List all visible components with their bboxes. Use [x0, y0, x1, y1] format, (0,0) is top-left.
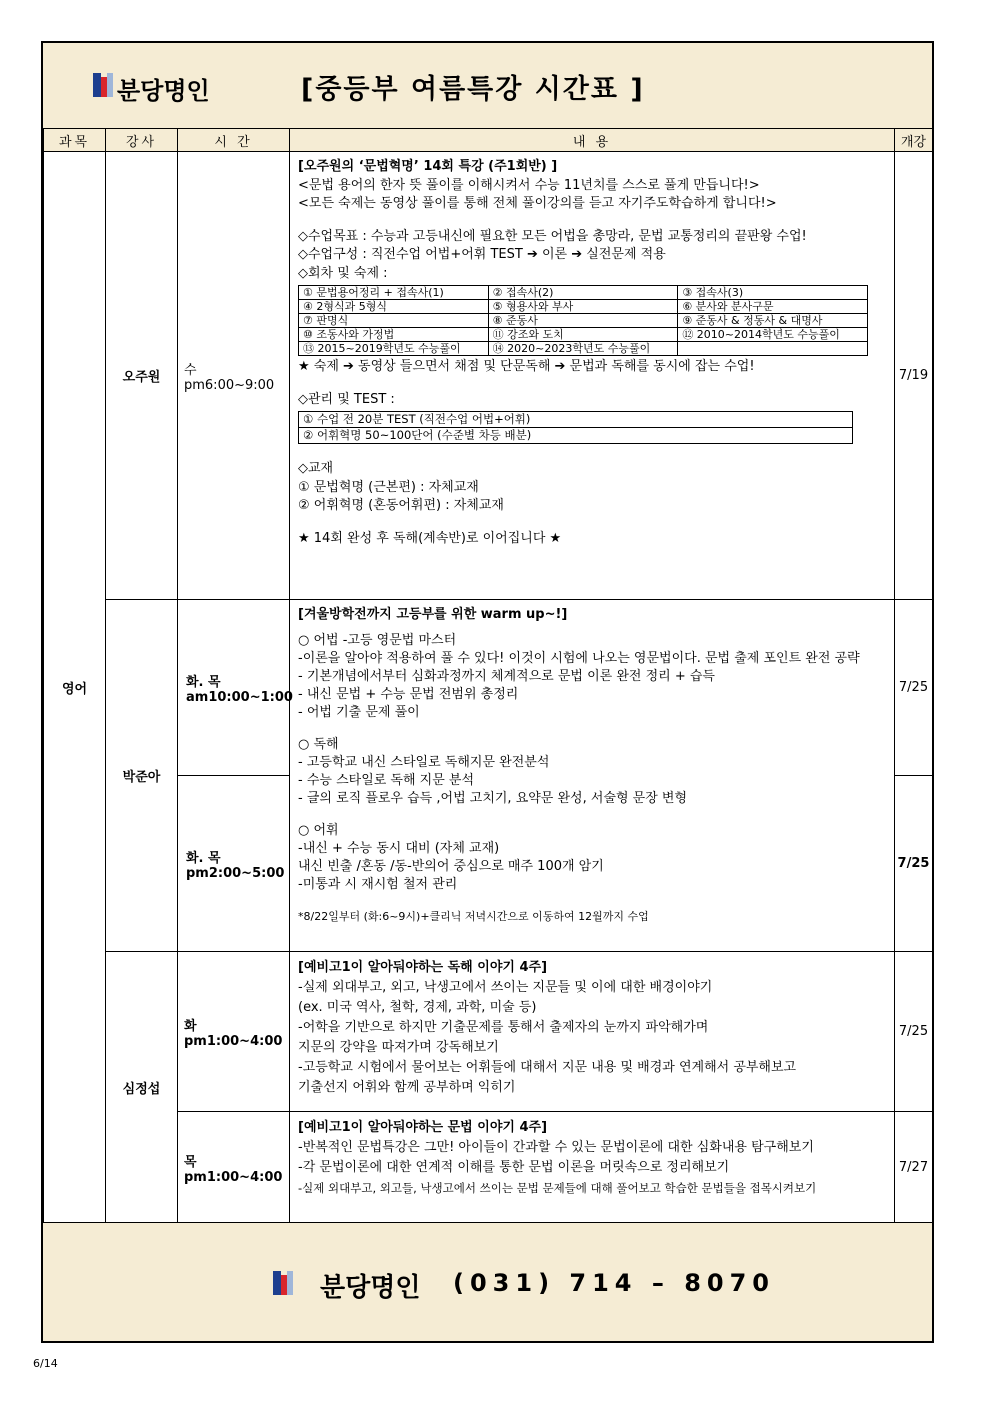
schedule-table: [43, 128, 933, 1224]
session-cell: ② 접속사(2): [488, 286, 678, 300]
open-date-cell: 7/25: [895, 776, 933, 952]
textbook-item: ② 어휘혁명 (혼동어휘편) : 자체교재: [298, 498, 504, 513]
content-line: -실제 외대부고, 외고, 낙생고에서 쓰이는 지문들 및 이에 대한 배경이야기: [298, 980, 713, 995]
content-cell: [290, 600, 895, 952]
composition-line: ◇수업구성 : 직전수업 어법+어휘 TEST ➔ 이론 ➔ 실전문제 적용: [298, 247, 666, 262]
content-line: 지문의 강약을 따져가며 강독해보기: [298, 1040, 499, 1055]
goal-line: ◇수업목표 : 수능과 고등내신에 필요한 모든 어법을 총망라, 문법 교통정리의 끝판왕 수업!: [298, 228, 807, 244]
management-label: ◇관리 및 TEST :: [298, 391, 395, 407]
management-item: ② 어휘혁명 50~100단어 (수준별 차등 배분): [299, 428, 853, 444]
content-line: -실제 외대부고, 외고들, 낙생고에서 쓰이는 문법 문제들에 대해 풀어보고 학습한 문법들을 접목시켜보기: [298, 1181, 817, 1195]
open-date-cell: 7/25: [895, 600, 933, 776]
time-cell: 화 pm1:00~4:00: [178, 952, 290, 1112]
brand-logo-icon: [273, 1271, 293, 1295]
sessions-table: [298, 285, 868, 356]
content-line: - 내신 문법 + 수능 문법 전범위 총정리: [298, 687, 519, 702]
teacher-cell: 심정섭: [106, 952, 178, 1224]
content-line: -고등학교 시험에서 물어보는 어휘들에 대해서 지문 내용 및 배경과 연계해서 공부해보고: [298, 1060, 797, 1075]
content-line: ○ 어법 -고등 영문법 마스터: [298, 633, 457, 648]
header-banner: [43, 43, 932, 129]
session-cell: ① 문법용어정리 + 접속사(1): [299, 286, 489, 300]
open-date-cell: 7/19: [895, 152, 933, 600]
content-line: - 글의 로직 플로우 습득 ,어법 고치기, 요약문 완성, 서술형 문장 변형: [298, 791, 688, 806]
intro-line: <모든 숙제는 동영상 풀이를 통해 전체 풀이강의를 듣고 자기주도학습하게 합니다!>: [298, 196, 777, 211]
brand-name: 분당명인: [117, 77, 210, 105]
session-cell: ⑭ 2020~2023학년도 수능풀이: [488, 342, 678, 356]
content-line: - 고등학교 내신 스타일로 독해지문 완전분석: [298, 755, 550, 770]
session-cell: [678, 342, 868, 356]
star-note: ★ 숙제 ➔ 동영상 들으면서 채점 및 단문독해 ➔ 문법과 독해를 동시에 잡는 수업!: [298, 359, 755, 374]
session-cell: ⑧ 준동사: [488, 314, 678, 328]
open-date-cell: 7/25: [895, 952, 933, 1112]
time-day: 화. 목: [186, 850, 221, 866]
content-line: - 어법 기출 문제 풀이: [298, 705, 420, 720]
content-line: (ex. 미국 역사, 철학, 경제, 과학, 미술 등): [298, 1000, 537, 1015]
table-row: [44, 600, 933, 776]
time-range: pm2:00~5:00: [186, 865, 285, 881]
col-header-time: 시 간: [178, 129, 290, 152]
course-heading: [예비고1이 알아둬야하는 독해 이야기 4주]: [298, 960, 548, 975]
teacher-cell: 박준아: [106, 600, 178, 952]
course-heading: [예비고1이 알아둬야하는 문법 이야기 4주]: [298, 1120, 548, 1135]
session-cell: ⑨ 준동사 & 정동사 & 대명사: [678, 314, 868, 328]
textbook-item: ① 문법혁명 (근본편) : 자체교재: [298, 479, 479, 495]
content-line: -미통과 시 재시험 철저 관리: [298, 877, 458, 892]
management-table: [298, 411, 853, 444]
footer-banner: [43, 1222, 932, 1341]
management-item: ① 수업 전 20분 TEST (직전수업 어법+어휘): [299, 412, 853, 428]
subject-cell: 영어: [44, 152, 106, 1224]
content-line: -반복적인 문법특강은 그만! 아이들이 간과할 수 있는 문법이론에 대한 심화내용 탐구해보기: [298, 1140, 814, 1155]
content-line: -각 문법이론에 대한 연계적 이해를 통한 문법 이론을 머릿속으로 정리해보기: [298, 1160, 730, 1175]
schedule-note: *8/22일부터 (화:6~9시)+클리닉 저녁시간으로 이동하여 12월까지 수업: [298, 910, 649, 923]
timetable-sheet: [41, 41, 934, 1343]
content-line: 기출선지 어휘와 함께 공부하며 익히기: [298, 1080, 516, 1095]
table-row: [44, 152, 933, 600]
content-cell: [290, 1112, 895, 1224]
content-line: -어학을 기반으로 하지만 기출문제를 통해서 출제자의 눈까지 파악해가며: [298, 1020, 709, 1035]
content-line: -이론을 알아야 적용하여 풀 수 있다! 이것이 시험에 나오는 영문법이다. 문법 출제 포인트 완전 공략: [298, 651, 860, 666]
content-cell: [290, 952, 895, 1112]
table-row: [44, 952, 933, 1112]
session-cell: ⑩ 조동사와 가정법: [299, 328, 489, 342]
brand-logo-icon: [93, 73, 113, 97]
closing-note: ★ 14회 완성 후 독해(계속반)로 이어집니다 ★: [298, 530, 562, 546]
open-date-cell: 7/27: [895, 1112, 933, 1224]
phone-number: (031) 714 – 8070: [453, 1269, 775, 1297]
col-header-open: 개강: [895, 129, 933, 152]
session-cell: ⑪ 강조와 도치: [488, 328, 678, 342]
content-line: ○ 독해: [298, 737, 339, 752]
time-cell: [178, 600, 293, 776]
footer-brand-name: 분당명인: [320, 1273, 421, 1303]
time-range: am10:00~1:00: [186, 689, 293, 705]
table-row: [44, 1112, 933, 1224]
time-cell: [178, 776, 290, 952]
session-cell: ③ 접속사(3): [678, 286, 868, 300]
col-header-subject: 과목: [44, 129, 106, 152]
time-cell: 목 pm1:00~4:00: [178, 1112, 290, 1224]
intro-line: <문법 용어의 한자 뜻 풀이를 이해시켜서 수능 11년치를 스스로 풀게 만듭니다!>: [298, 177, 760, 193]
col-header-content: 내 용: [290, 129, 895, 152]
content-line: ○ 어휘: [298, 823, 339, 838]
course-heading: [겨울방학전까지 고등부를 위한 warm up~!]: [298, 607, 568, 622]
session-cell: ⑦ 판명식: [299, 314, 489, 328]
time-cell: 수 pm6:00~9:00: [178, 152, 290, 600]
content-line: -내신 + 수능 동시 대비 (자체 교재): [298, 841, 500, 856]
session-cell: ⑫ 2010~2014학년도 수능풀이: [678, 328, 868, 342]
content-line: - 수능 스타일로 독해 지문 분석: [298, 773, 475, 788]
teacher-cell: 오주원: [106, 152, 178, 600]
session-cell: ⑬ 2015~2019학년도 수능풀이: [299, 342, 489, 356]
content-cell: [290, 152, 895, 600]
content-line: - 기본개념에서부터 심화과정까지 체계적으로 문법 이론 완전 정리 + 습득: [298, 669, 715, 684]
page-title: [중등부 여름특강 시간표 ]: [301, 74, 645, 105]
session-cell: ④ 2형식과 5형식: [299, 300, 489, 314]
session-cell: ⑥ 분사와 분사구문: [678, 300, 868, 314]
textbook-label: ◇교재: [298, 461, 334, 476]
sessions-label: ◇회차 및 숙제 :: [298, 265, 388, 281]
col-header-teacher: 강사: [106, 129, 178, 152]
course-heading: [오주원의 ‘문법혁명’ 14회 특강 (주1회반) ]: [298, 159, 558, 174]
table-header-row: [44, 129, 933, 152]
session-cell: ⑤ 형용사와 부사: [488, 300, 678, 314]
page-number: 6/14: [33, 1357, 58, 1370]
content-line: 내신 빈출 /혼동 /동-반의어 중심으로 매주 100개 암기: [298, 859, 604, 874]
time-day: 화. 목: [186, 674, 221, 690]
